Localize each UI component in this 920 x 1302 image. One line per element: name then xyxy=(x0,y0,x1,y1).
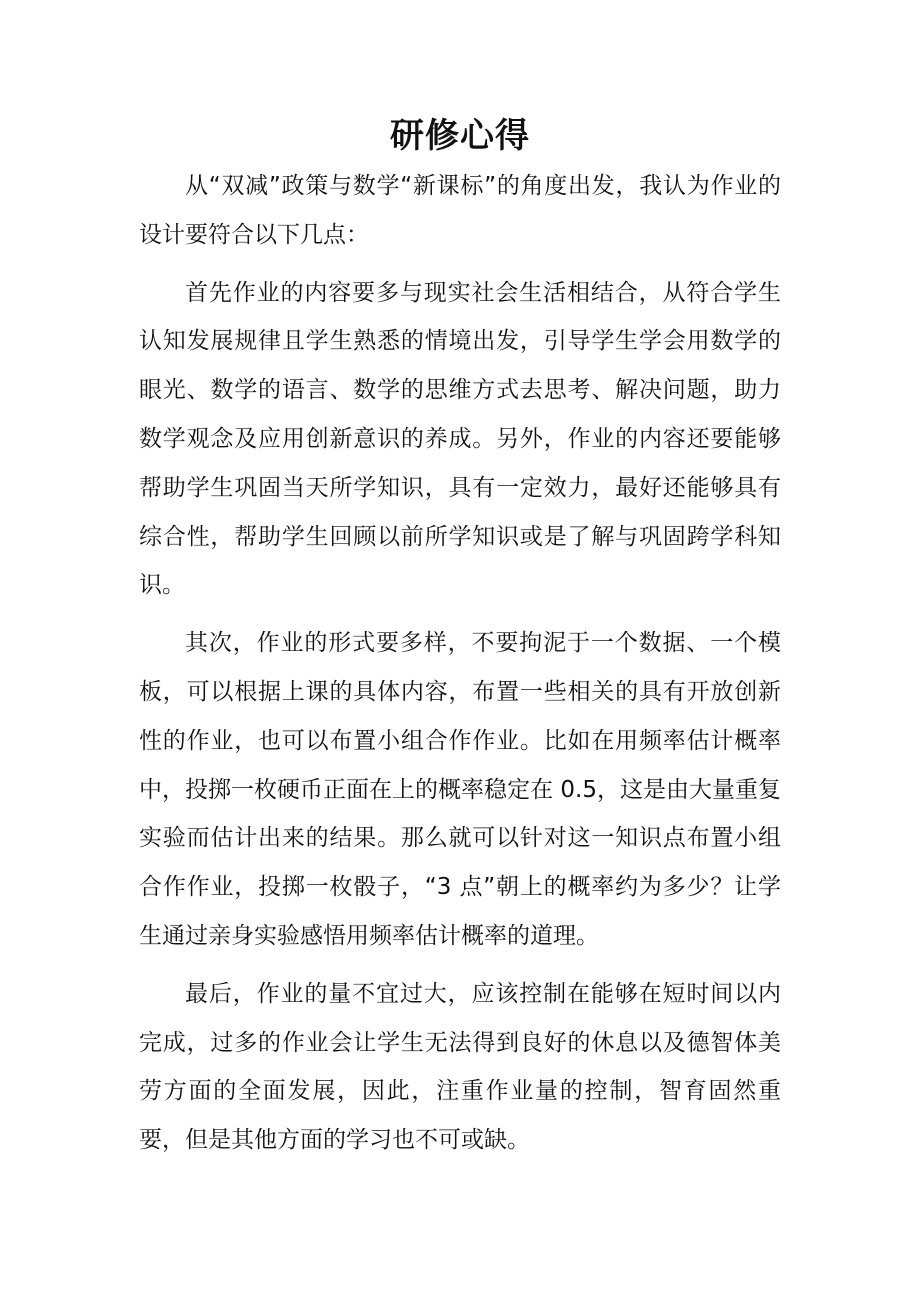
paragraph-first-point: 首先作业的内容要多与现实社会生活相结合，从符合学生认知发展规律且学生熟悉的情境出发，引导学生学会用数学的眼光、数学的语言、数学的思维方式去思考、解决问题，助力数学观念及应用创新意识的养成。另外，作业的内容还要能够帮助学生巩固当天所学知识，具有一定效力，最好还能够具有综合性，帮助学生回顾以前所学知识或是了解与巩固跨学科知识。 xyxy=(139,279,781,599)
document-body xyxy=(139,162,781,1165)
paragraph-second-point: 其次，作业的形式要多样，不要拘泥于一个数据、一个模板，可以根据上课的具体内容，布置一些相关的具有开放创新性的作业，也可以布置小组合作作业。比如在用频率估计概率中，投掷一枚硬币正面在上的概率稳定在 0.5，这是由大量重复实验而估计出来的结果。那么就可以针对这一知识点布置小组合作作业，投掷一枚骰子，“3 点”朝上的概率约为多少？让学生通过亲身实验感悟用频率估计概率的道理。 xyxy=(139,630,781,949)
paragraph-third-point: 最后，作业的量不宜过大，应该控制在能够在短时间以内完成，过多的作业会让学生无法得到良好的休息以及德智体美劳方面的全面发展，因此，注重作业量的控制，智育固然重要，但是其他方面的学习也不可或缺。 xyxy=(139,980,781,1154)
document-title: 研修心得 xyxy=(390,116,530,156)
paragraph-intro: 从“双减”政策与数学“新课标”的角度出发，我认为作业的设计要符合以下几点： xyxy=(139,173,781,248)
